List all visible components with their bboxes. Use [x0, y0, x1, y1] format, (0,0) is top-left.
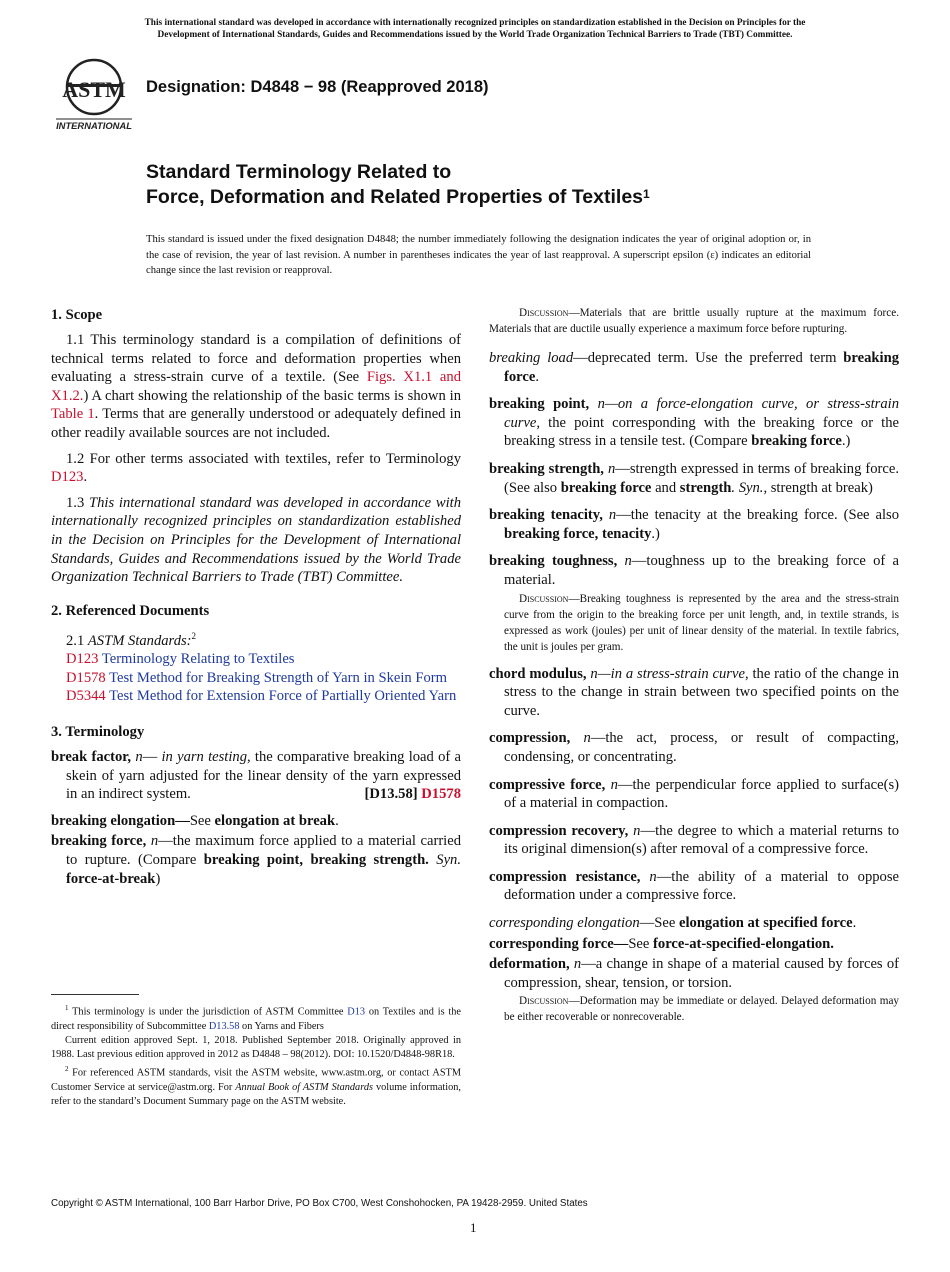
title-line-1: Standard Terminology Related to	[146, 161, 452, 183]
copyright: Copyright © ASTM International, 100 Barr Harbor Drive, PO Box C700, West Conshohocken, PA 19428-2959. United States	[51, 1198, 588, 1209]
term-compression-resistance: compression resistance, n—the ability of a material to oppose deformation under a compressive force.	[489, 868, 899, 904]
scope-heading: 1. Scope	[51, 307, 103, 323]
discussion-deformation: Discussion—Deformation may be immediate or delayed. Delayed deformation may be either recoverable or nonrecoverable.	[504, 995, 899, 1024]
referenced-heading: 2. Referenced Documents	[51, 602, 210, 619]
term-compression-recovery: compression recovery, n—the degree to which a material returns to its original dimension(s) after removal of a compressive force.	[489, 822, 900, 858]
logo-subtext: INTERNATIONAL	[56, 120, 132, 131]
left-column	[51, 305, 461, 897]
astm-logo	[52, 57, 136, 133]
logo-text: ASTM	[62, 77, 126, 102]
term-breaking-force: breaking force, n—the maximum force applied to a material carried to rupture. (Compare breaking point, breaking strength. Syn. force-at-break)	[51, 833, 462, 887]
term-compressive-force: compressive force, n—the perpendicular force applied to surface(s) of a material in compaction.	[489, 776, 899, 812]
term-break-factor: break factor, n— in yarn testing, the comparative breaking load of a skein of yarn adjusted for the linear density of the yarn expressed in an indirect system. [D13.58] D1578	[51, 748, 461, 803]
term-breaking-elongation: breaking elongation—See elongation at break.	[51, 812, 339, 829]
page-number: 1	[470, 1220, 477, 1235]
title-line-2: Force, Deformation and Related Properties of Textiles	[146, 186, 644, 208]
footnotes	[51, 1001, 461, 1109]
figs-link[interactable]: Figs. X1.1 and X1.2.	[51, 369, 461, 404]
discussion-breaking-force: Discussion—Materials that are brittle usually rupture at the maximum force. Materials that are ductile usually experience a maximum force before rupturing.	[489, 307, 899, 335]
term-breaking-point: breaking point, n—on a force-elongation curve, or stress-strain curve, the point corresponding with the breaking force or the breaking stress in a tensile test. (Compare breaking force.)	[489, 396, 900, 450]
footnote-1-edition: Current edition approved Sept. 1, 2018. Published September 2018. Originally approved in 1988. Last previous edition approved in 2012 as D4848 – 98(2012). DOI: 10.1520/D4848-98R18.	[51, 1034, 461, 1061]
d13-link[interactable]: D13	[347, 1006, 366, 1018]
d13-58-link[interactable]: D13.58	[208, 1020, 240, 1032]
term-breaking-strength: breaking strength, n—strength expressed in terms of breaking force. (See also breaking force and strength. Syn., strength at break)	[489, 460, 899, 496]
term-compression: compression, n—the act, process, or result of compacting, condensing, or concentrating.	[489, 730, 899, 765]
table-1-link[interactable]: Table 1	[51, 406, 95, 423]
terminology-heading: 3. Terminology	[51, 723, 145, 740]
term-breaking-tenacity: breaking tenacity, n—the tenacity at the breaking force. (See also breaking force, tenacity.)	[489, 507, 899, 542]
term-breaking-load: breaking load—deprecated term. Use the preferred term breaking force.	[489, 350, 899, 385]
term-corresponding-force: corresponding force—See force-at-specified-elongation.	[489, 935, 834, 952]
scope-1-3: 1.3 This international standard was developed in accordance with internationally recognized principles on standardization established in the Decision on Principles for the Development of International Standards, Guides and Recommendations issued by the World Trade Organization Technical Barriers to Trade (TBT) Committee.	[51, 494, 462, 586]
scope-1-1: 1.1 This terminology standard is a compilation of definitions of technical terms related to force and deformation properties when evaluating a stress-strain curve of a textile. (See Figs. X1.1 and X1.2.) A chart showing the relationship of the basic terms is shown in Table 1. Terms that are generally understood or adequately defined in other readily available sources are not included.	[51, 332, 461, 441]
ref-d123[interactable]: D123 Terminology Relating to Textiles	[66, 651, 295, 668]
astm-standards-label: 2.1 ASTM Standards:$^2$	[66, 630, 197, 649]
term-corresponding-elongation: corresponding elongation—See elongation at specified force.	[489, 915, 857, 932]
document-title	[146, 160, 650, 210]
break-factor-ref-link[interactable]: D1578	[421, 786, 461, 803]
standards-notice	[40, 17, 910, 41]
term-breaking-toughness: breaking toughness, n—toughness up to the breaking force of a material.	[489, 553, 899, 588]
term-chord-modulus: chord modulus, n—in a stress-strain curve, the ratio of the change in stress to the change in strain between two specified points on the curve.	[489, 665, 899, 719]
term-deformation: deformation, n—a change in shape of a material caused by forces of compression, shear, tension, or torsion.	[489, 956, 899, 991]
title-footnote-mark[interactable]: 1	[643, 187, 650, 201]
designation: Designation: D4848 − 98 (Reapproved 2018)	[146, 78, 489, 96]
discussion-breaking-toughness: Discussion—Breaking toughness is represented by the area and the stress-strain curve from the origin to the breaking force per unit length, and, in textile strands, is expressed as work (joules) per unit of linear density of the material. In textile fabrics, the unit is joules per gram.	[504, 592, 899, 653]
scope-1-2: 1.2 For other terms associated with textiles, refer to Terminology D123.	[51, 450, 461, 486]
footnote-rule	[51, 994, 139, 995]
footnote-1: $^1$ This terminology is under the jurisdiction of ASTM Committee D13 on Textiles and is the direct responsibility of Subcommittee D13.58 on Yarns and Fibers	[51, 1004, 461, 1032]
issued-note: This standard is issued under the fixed designation D4848; the number immediately following the designation indicates the year of original adoption or, in the case of revision, the year of last revision. A number in parentheses indicates the year of last reapproval. A superscript epsilon (ε) indicates an editorial change since the last revision or reapproval.	[146, 234, 811, 277]
right-column	[489, 305, 899, 1035]
d123-link[interactable]: D123	[51, 469, 84, 486]
ref-d5344[interactable]: D5344 Test Method for Extension Force of Partially Oriented Yarn	[66, 688, 457, 705]
ref-d1578[interactable]: D1578 Test Method for Breaking Strength of Yarn in Skein Form	[66, 669, 447, 686]
notice-line-2: Development of International Standards, Guides and Recommendations issued by the World Trade Organization Technical Barriers to Trade (TBT) Committee.	[157, 30, 793, 40]
notice-line-1: This international standard was developed in accordance with internationally recognized principles on standardization established in the Decision on Principles for the	[144, 18, 806, 28]
footnote-2: $^2$ For referenced ASTM standards, visit the ASTM website, www.astm.org, or contact ASTM Customer Service at service@astm.org. For Annual Book of ASTM Standards volume information, refer to the standard’s Document Summary page on the ASTM website.	[51, 1065, 461, 1108]
